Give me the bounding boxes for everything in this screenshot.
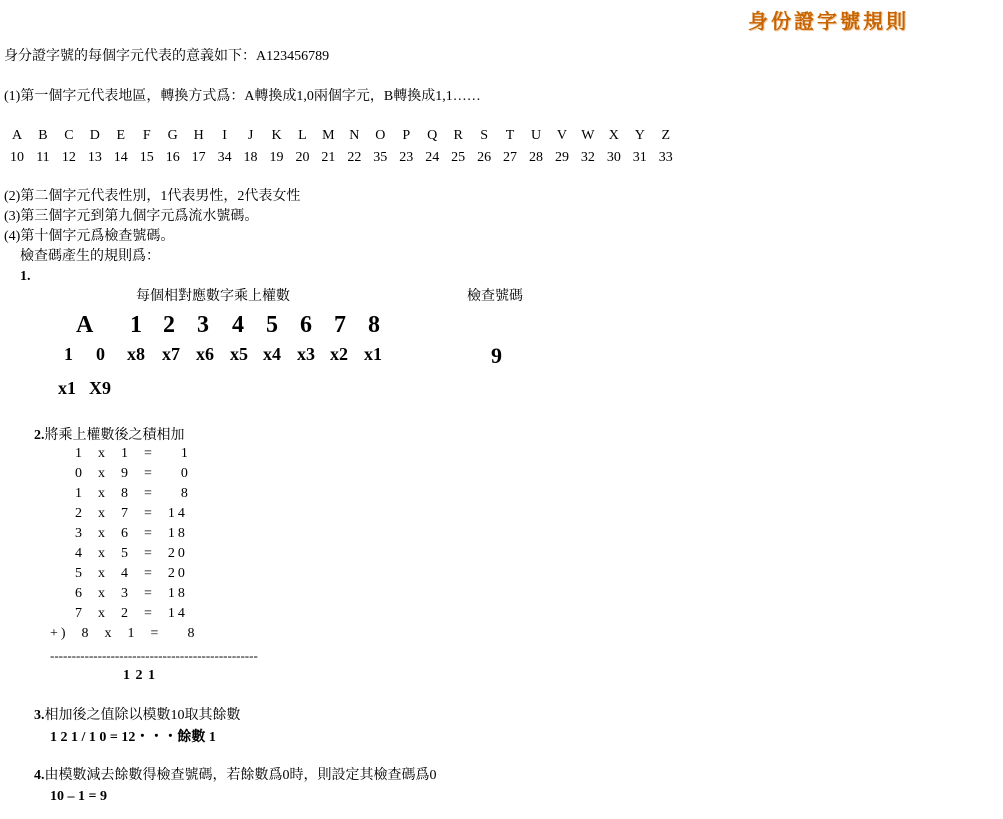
code-cell: 35 — [373, 150, 388, 165]
code-cell: 16 — [165, 150, 180, 165]
letter-cell: W — [581, 128, 595, 143]
letter-cell: B — [38, 128, 48, 143]
calc-line: 2 x 7 = 14 — [62, 506, 188, 521]
id-char: 4 — [232, 312, 244, 338]
divider-line: ------------------------------------------------ — [50, 648, 258, 663]
code-cell: 23 — [399, 150, 414, 165]
weight-value: X9 — [89, 378, 111, 398]
code-cell: 25 — [451, 150, 466, 165]
code-cell: 31 — [632, 150, 647, 165]
weight-value: x1 — [364, 344, 382, 364]
code-cell: 21 — [321, 150, 336, 165]
weight-header: 每個相對應數字乘上權數 — [136, 289, 290, 304]
step-3-calc — [50, 730, 216, 745]
letter-cell: I — [222, 128, 227, 143]
code-cell: 18 — [243, 150, 258, 165]
step-1-number: 1. — [20, 269, 31, 284]
code-cell: 15 — [139, 150, 154, 165]
code-cell: 24 — [425, 150, 440, 165]
code-cell: 26 — [477, 150, 492, 165]
letter-cell: H — [193, 128, 204, 143]
letter-cell: G — [167, 128, 178, 143]
weight-value: x7 — [162, 344, 180, 364]
step-4-text: 由模數減去餘數得檢查號碼，若餘數爲0時，則設定其檢查碼爲0 — [44, 768, 437, 783]
letter-cell: O — [375, 128, 386, 143]
check-digit-value: 9 — [491, 343, 502, 368]
weight-value: x6 — [196, 344, 214, 364]
weight-value: x5 — [230, 344, 248, 364]
letter-cell: Y — [634, 128, 645, 143]
step-2-heading — [34, 429, 185, 443]
letter-cell: J — [247, 128, 254, 143]
step-3-number: 3. — [34, 708, 45, 723]
letter-cell: V — [556, 128, 567, 143]
calc-line: 4 x 5 = 20 — [62, 546, 188, 561]
id-char: 6 — [300, 312, 312, 338]
id-char: 5 — [266, 312, 278, 338]
code-cell: 29 — [554, 150, 569, 165]
code-cell: 20 — [295, 150, 310, 165]
code-cell: 19 — [269, 150, 284, 165]
letter-cell: C — [64, 128, 74, 143]
code-cell: 27 — [503, 150, 518, 165]
calc-line: 0 x 9 = 0 — [62, 466, 191, 481]
step-4-number: 4. — [34, 768, 45, 783]
step-4-heading — [34, 769, 437, 783]
letter-cell: D — [89, 128, 100, 143]
code-cell: 34 — [217, 150, 232, 165]
page-title: 身份證字號規則 — [748, 11, 909, 33]
step-3-text: 相加後之值除以模數10取其餘數 — [44, 708, 241, 723]
weight-value: x2 — [330, 344, 348, 364]
code-cell: 28 — [529, 150, 543, 165]
code-cell: 12 — [61, 150, 76, 165]
letter-cell: N — [349, 128, 360, 143]
remainder-value: 1 — [205, 730, 216, 745]
letter-cell: T — [505, 128, 515, 143]
calc-line: 1 x 8 = 8 — [62, 486, 191, 501]
division-expression: 1 2 1 / 1 0 = 12・・・ — [50, 730, 178, 745]
id-char: 3 — [197, 312, 209, 338]
step-4-calc: 10 – 1 = 9 — [50, 789, 107, 804]
weight-value: 0 — [96, 344, 105, 364]
calc-line: 6 x 3 = 18 — [62, 586, 188, 601]
calc-line: 5 x 4 = 20 — [62, 566, 188, 581]
code-cell: 22 — [347, 150, 362, 165]
letter-cell: X — [608, 128, 619, 143]
weight-value: x4 — [263, 344, 281, 364]
sum-result: 1 2 1 — [123, 668, 156, 683]
weight-value: x8 — [127, 344, 145, 364]
letter-cell: Z — [661, 128, 671, 143]
code-cell: 10 — [10, 150, 24, 165]
remainder-label: 餘數 — [177, 729, 206, 745]
letter-cell: L — [298, 128, 307, 143]
rule-3-text: (3)第三個字元到第九個字元爲流水號碼。 — [4, 209, 259, 224]
code-cell: 14 — [113, 150, 128, 165]
weight-value: x1 — [58, 378, 76, 398]
letter-cell: K — [271, 128, 282, 143]
id-char: A — [76, 312, 94, 338]
letter-cell: P — [402, 128, 411, 143]
check-intro-text: 檢查碼產生的規則爲： — [20, 249, 160, 264]
rule-1-text: (1)第一個字元代表地區，轉換方式爲：A轉換成1,0兩個字元，B轉換成1,1…… — [4, 89, 481, 104]
step-2-text: 將乘上權數後之積相加 — [44, 428, 185, 443]
letter-cell: U — [530, 128, 542, 143]
calc-line: 3 x 6 = 18 — [62, 526, 188, 541]
letter-cell: E — [116, 128, 126, 143]
letter-cell: F — [142, 128, 151, 143]
rule-4-text: (4)第十個字元爲檢查號碼。 — [4, 229, 175, 244]
letter-cell: A — [11, 128, 23, 143]
id-char: 1 — [130, 312, 142, 338]
code-cell: 33 — [658, 150, 673, 165]
code-cell: 17 — [191, 150, 206, 165]
id-char: 2 — [163, 312, 175, 338]
letter-cell: Q — [427, 128, 438, 143]
letter-cell: R — [453, 128, 463, 143]
id-char: 7 — [334, 312, 346, 338]
weight-value: x3 — [297, 344, 315, 364]
letter-cell: S — [480, 128, 488, 143]
code-cell: 13 — [87, 150, 102, 165]
intro-text: 身分證字號的每個字元代表的意義如下：A123456789 — [4, 49, 330, 64]
letter-cell: M — [322, 128, 335, 143]
code-cell: 30 — [606, 150, 621, 165]
calc-line: 7 x 2 = 14 — [62, 606, 188, 621]
weight-value: 1 — [64, 344, 73, 364]
calc-line: +) 8 x 1 = 8 — [50, 626, 198, 641]
calc-line: 1 x 1 = 1 — [62, 446, 191, 461]
code-cell: 11 — [36, 150, 50, 165]
step-2-number: 2. — [34, 428, 45, 443]
id-char: 8 — [368, 312, 380, 338]
check-digit-header: 檢查號碼 — [467, 289, 523, 304]
rule-2-text: (2)第二個字元代表性別，1代表男性，2代表女性 — [4, 189, 301, 204]
code-cell: 32 — [580, 150, 595, 165]
step-3-heading — [34, 709, 241, 723]
